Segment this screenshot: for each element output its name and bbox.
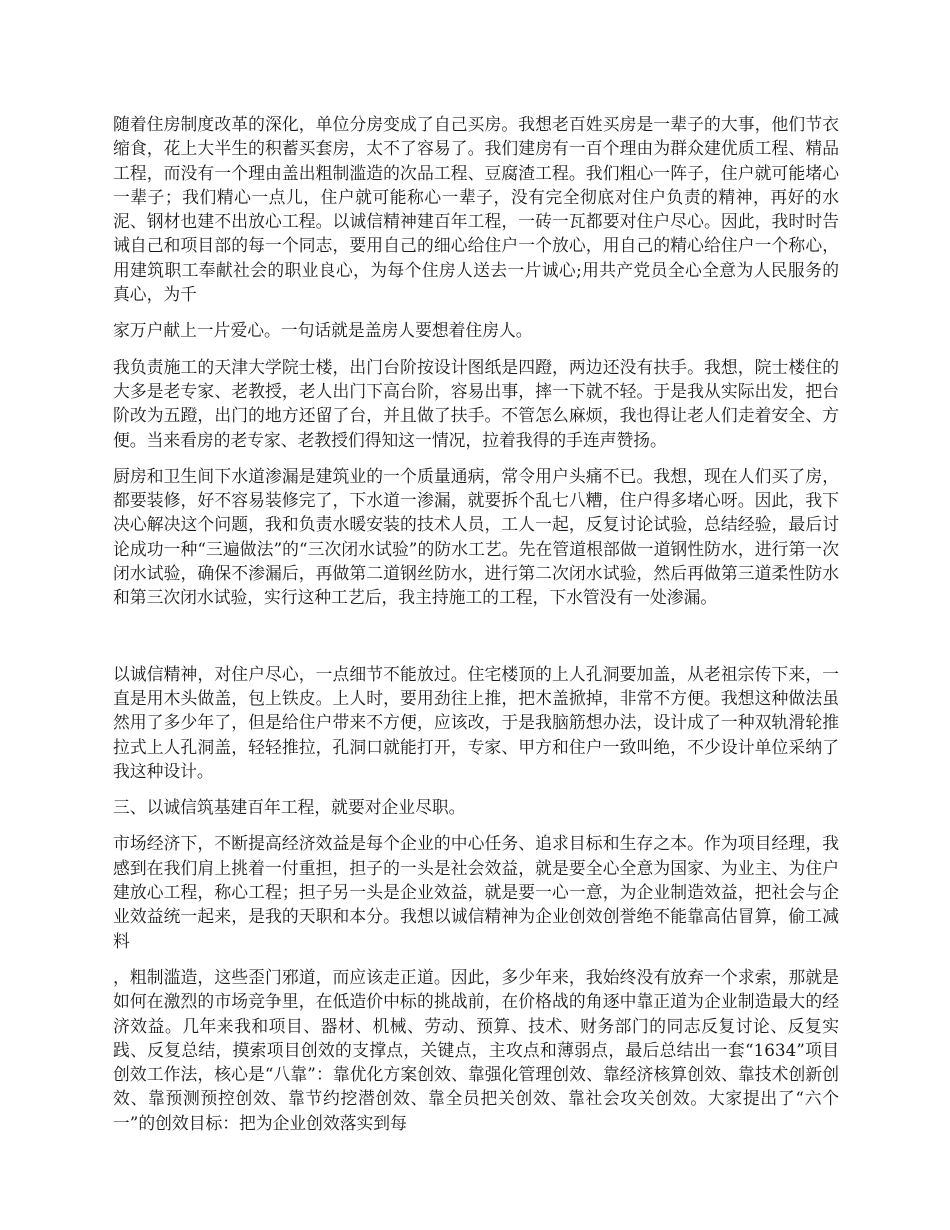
paragraph-academician-building: 我负责施工的天津大学院士楼，出门台阶按设计图纸是四蹬，两边还没有扶手。我想，院士楼住的大多是老专家、老教授，老人出门下高台阶，容易出事，摔一下就不轻。于是我从实际出发，把台阶改为五蹬，出门的地方还留了台，并且做了扶手。不管怎么麻烦，我也得让老人们走着安全、方便。当来看房的老专家、老教授们得知这一情况，拉着我得的手连声赞扬。: [113, 356, 839, 450]
paragraph-market-economy: 市场经济下，不断提高经济效益是每个企业的中心任务、追求目标和生存之本。作为项目经理，我感到在我们肩上挑着一付重担，担子的一头是社会效益，就是要全心全意为国家、为业主、为住户建放心工程，称心工程；担子另一头是企业效益，就是要一心一意，为企业制造效益，把社会与企业效益统一起来，是我的天职和本分。我想以诚信精神为企业创效创誉绝不能靠高估冒算，偷工减料: [113, 833, 839, 951]
paragraph-drain-leakage: 厨房和卫生间下水道渗漏是建筑业的一个质量通病，常令用户头痛不已。我想，现在人们买了房，都要装修，好不容易装修完了，下水道一渗漏，就要拆个乱七八糟，住户得多堵心呀。因此，我下决心解决这个问题，我和负责水暖安装的技术人员，工人一起，反复讨论试验，总结经验，最后讨论成功一种“三遍做法”的“三次闭水试验”的防水工艺。先在管道根部做一道钢性防水，进行第一次闭水试验，确保不渗漏后，再做第二道钢丝防水，进行第二次闭水试验，然后再做第三道柔性防水和第三次闭水试验，实行这种工艺后，我主持施工的工程，下水管没有一处渗漏。: [113, 465, 839, 608]
document-body: [113, 112, 839, 1147]
paragraph-roof-hatch: 以诚信精神，对住户尽心，一点细节不能放过。住宅楼顶的上人孔洞要加盖，从老祖宗传下来，一直是用木头做盖，包上铁皮。上人时，要用劲往上推，把木盖掀掉，非常不方便。我想这种做法虽然用了多少年了，但是给住户带来不方便，应该改，于是我脑筋想办法，设计成了一种双轨滑轮推拉式上人孔洞盖，轻轻推拉，孔洞口就能打开，专家、甲方和住户一致叫绝，不少设计单位采纳了我这种设计。: [113, 663, 839, 781]
paragraph-housing-reform: 随着住房制度改革的深化，单位分房变成了自己买房。我想老百姓买房是一辈子的大事，他们节衣缩食，花上大半生的积蓄买套房，太不了容易了。我们建房有一百个理由为群众建优质工程、精品工程，而没有一个理由盖出粗制滥造的次品工程、豆腐渣工程。我们粗心一阵子，住户就可能堵心一辈子；我们精心一点儿，住户就可能称心一辈子，没有完全彻底对住户负责的精神，再好的水泥、钢材也建不出放心工程。以诚信精神建百年工程，一砖一瓦都要对住户尽心。因此，我时时告诫自己和项目部的每一个同志，要用自己的细心给住户一个放心，用自己的精心给住户一个称心，用建筑职工奉献社会的职业良心，为每个住房人送去一片诚心;用共产党员全心全意为人民服务的真心，为千: [113, 114, 839, 305]
paragraph-1634-method: ，粗制滥造，这些歪门邪道，而应该走正道。因此，多少年来，我始终没有放弃一个求索，那就是如何在激烈的市场竞争里，在低造价中标的挑战前，在价格战的角逐中靠正道为企业制造最大的经济效益。几年来我和项目、器材、机械、劳动、预算、技术、财务部门的同志反复讨论、反复实践、反复总结，摸索项目创效的支撑点，关键点，主攻点和薄弱点，最后总结出一套“1634”项目创效工作法，核心是“八靠”：靠优化方案创效、靠强化管理创效、靠经济核算创效、靠技术创新创效、靠预测预控创效、靠节约挖潜创效、靠全员把关创效、靠社会攻关创效。大家提出了“六个一”的创效目标：把为企业创效落实到每: [113, 966, 839, 1133]
section-heading-three: 三、以诚信筑基建百年工程，就要对企业尽职。: [113, 797, 466, 818]
paragraph-love-for-households: 家万户献上一片爱心。一句话就是盖房人要想着住房人。: [113, 320, 533, 341]
